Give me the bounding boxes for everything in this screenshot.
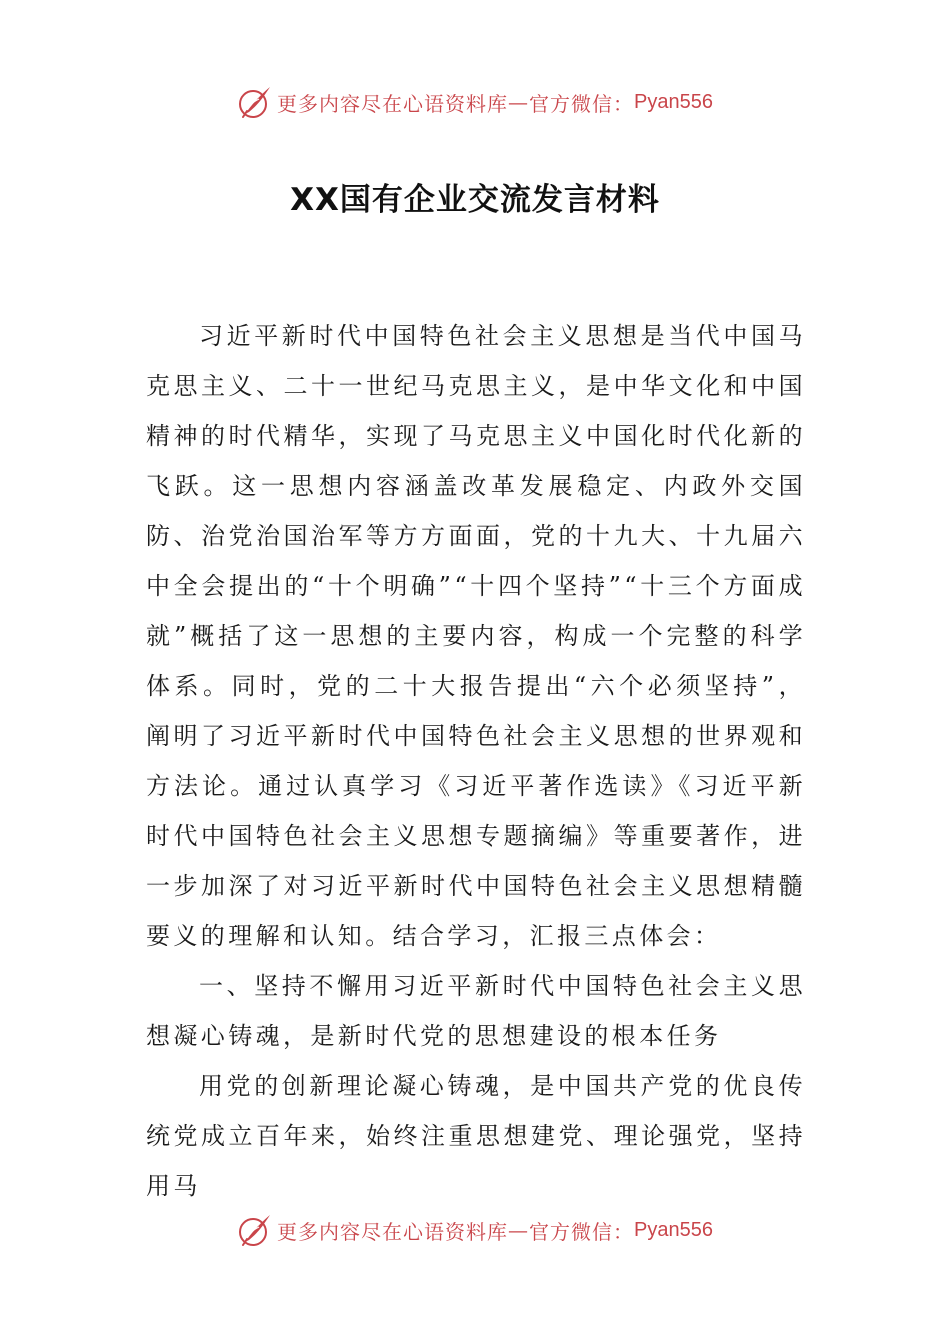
- body-paragraph: 用党的创新理论凝心铸魂，是中国共产党的优良传统党成立百年来，始终注重思想建党、理论强党，坚持用马: [146, 1072, 806, 1200]
- header-dash: —: [508, 90, 530, 114]
- header-site-text: 更多内容尽在心语资料库: [277, 91, 509, 116]
- footer-dash: —: [508, 1218, 530, 1242]
- section-heading-paragraph: 一、坚持不懈用习近平新时代中国特色社会主义思想凝心铸魂，是新时代党的思想建设的根本任务: [146, 972, 806, 1050]
- footer-wechat-id: Pyan556: [634, 1218, 713, 1241]
- quill-pen-logo-icon: [237, 84, 273, 120]
- document-title: XX国有企业交流发言材料: [290, 182, 660, 218]
- quill-pen-logo-icon: [237, 1212, 273, 1248]
- body-paragraph: 习近平新时代中国特色社会主义思想是当代中国马克思主义、二十一世纪马克思主义，是中华文化和中国精神的时代精华，实现了马克思主义中国化时代化新的飞跃。这一思想内容涵盖改革发展稳定、内政外交国防、治党治国治军等方方面面，党的十九大、十九届六中全会提出的“十个明确”“十四个坚持”“十三个方面成就”概括了这一思想的主要内容，构成一个完整的科学体系。同时，党的二十大报告提出“六个必须坚持”，阐明了习近平新时代中国特色社会主义思想的世界观和方法论。通过认真学习《习近平著作选读》《习近平新时代中国特色社会主义思想专题摘编》等重要著作，进一步加深了对习近平新时代中国特色社会主义思想精髓要义的理解和认知。结合学习，汇报三点体会：: [146, 322, 806, 950]
- header-wechat-id: Pyan556: [634, 90, 713, 113]
- header-banner: [0, 82, 950, 122]
- document-body: [146, 311, 806, 1211]
- footer-banner: [0, 1210, 950, 1250]
- footer-wechat-label: 官方微信：: [529, 1219, 635, 1244]
- footer-site-text: 更多内容尽在心语资料库: [277, 1219, 509, 1244]
- header-wechat-label: 官方微信：: [529, 91, 635, 116]
